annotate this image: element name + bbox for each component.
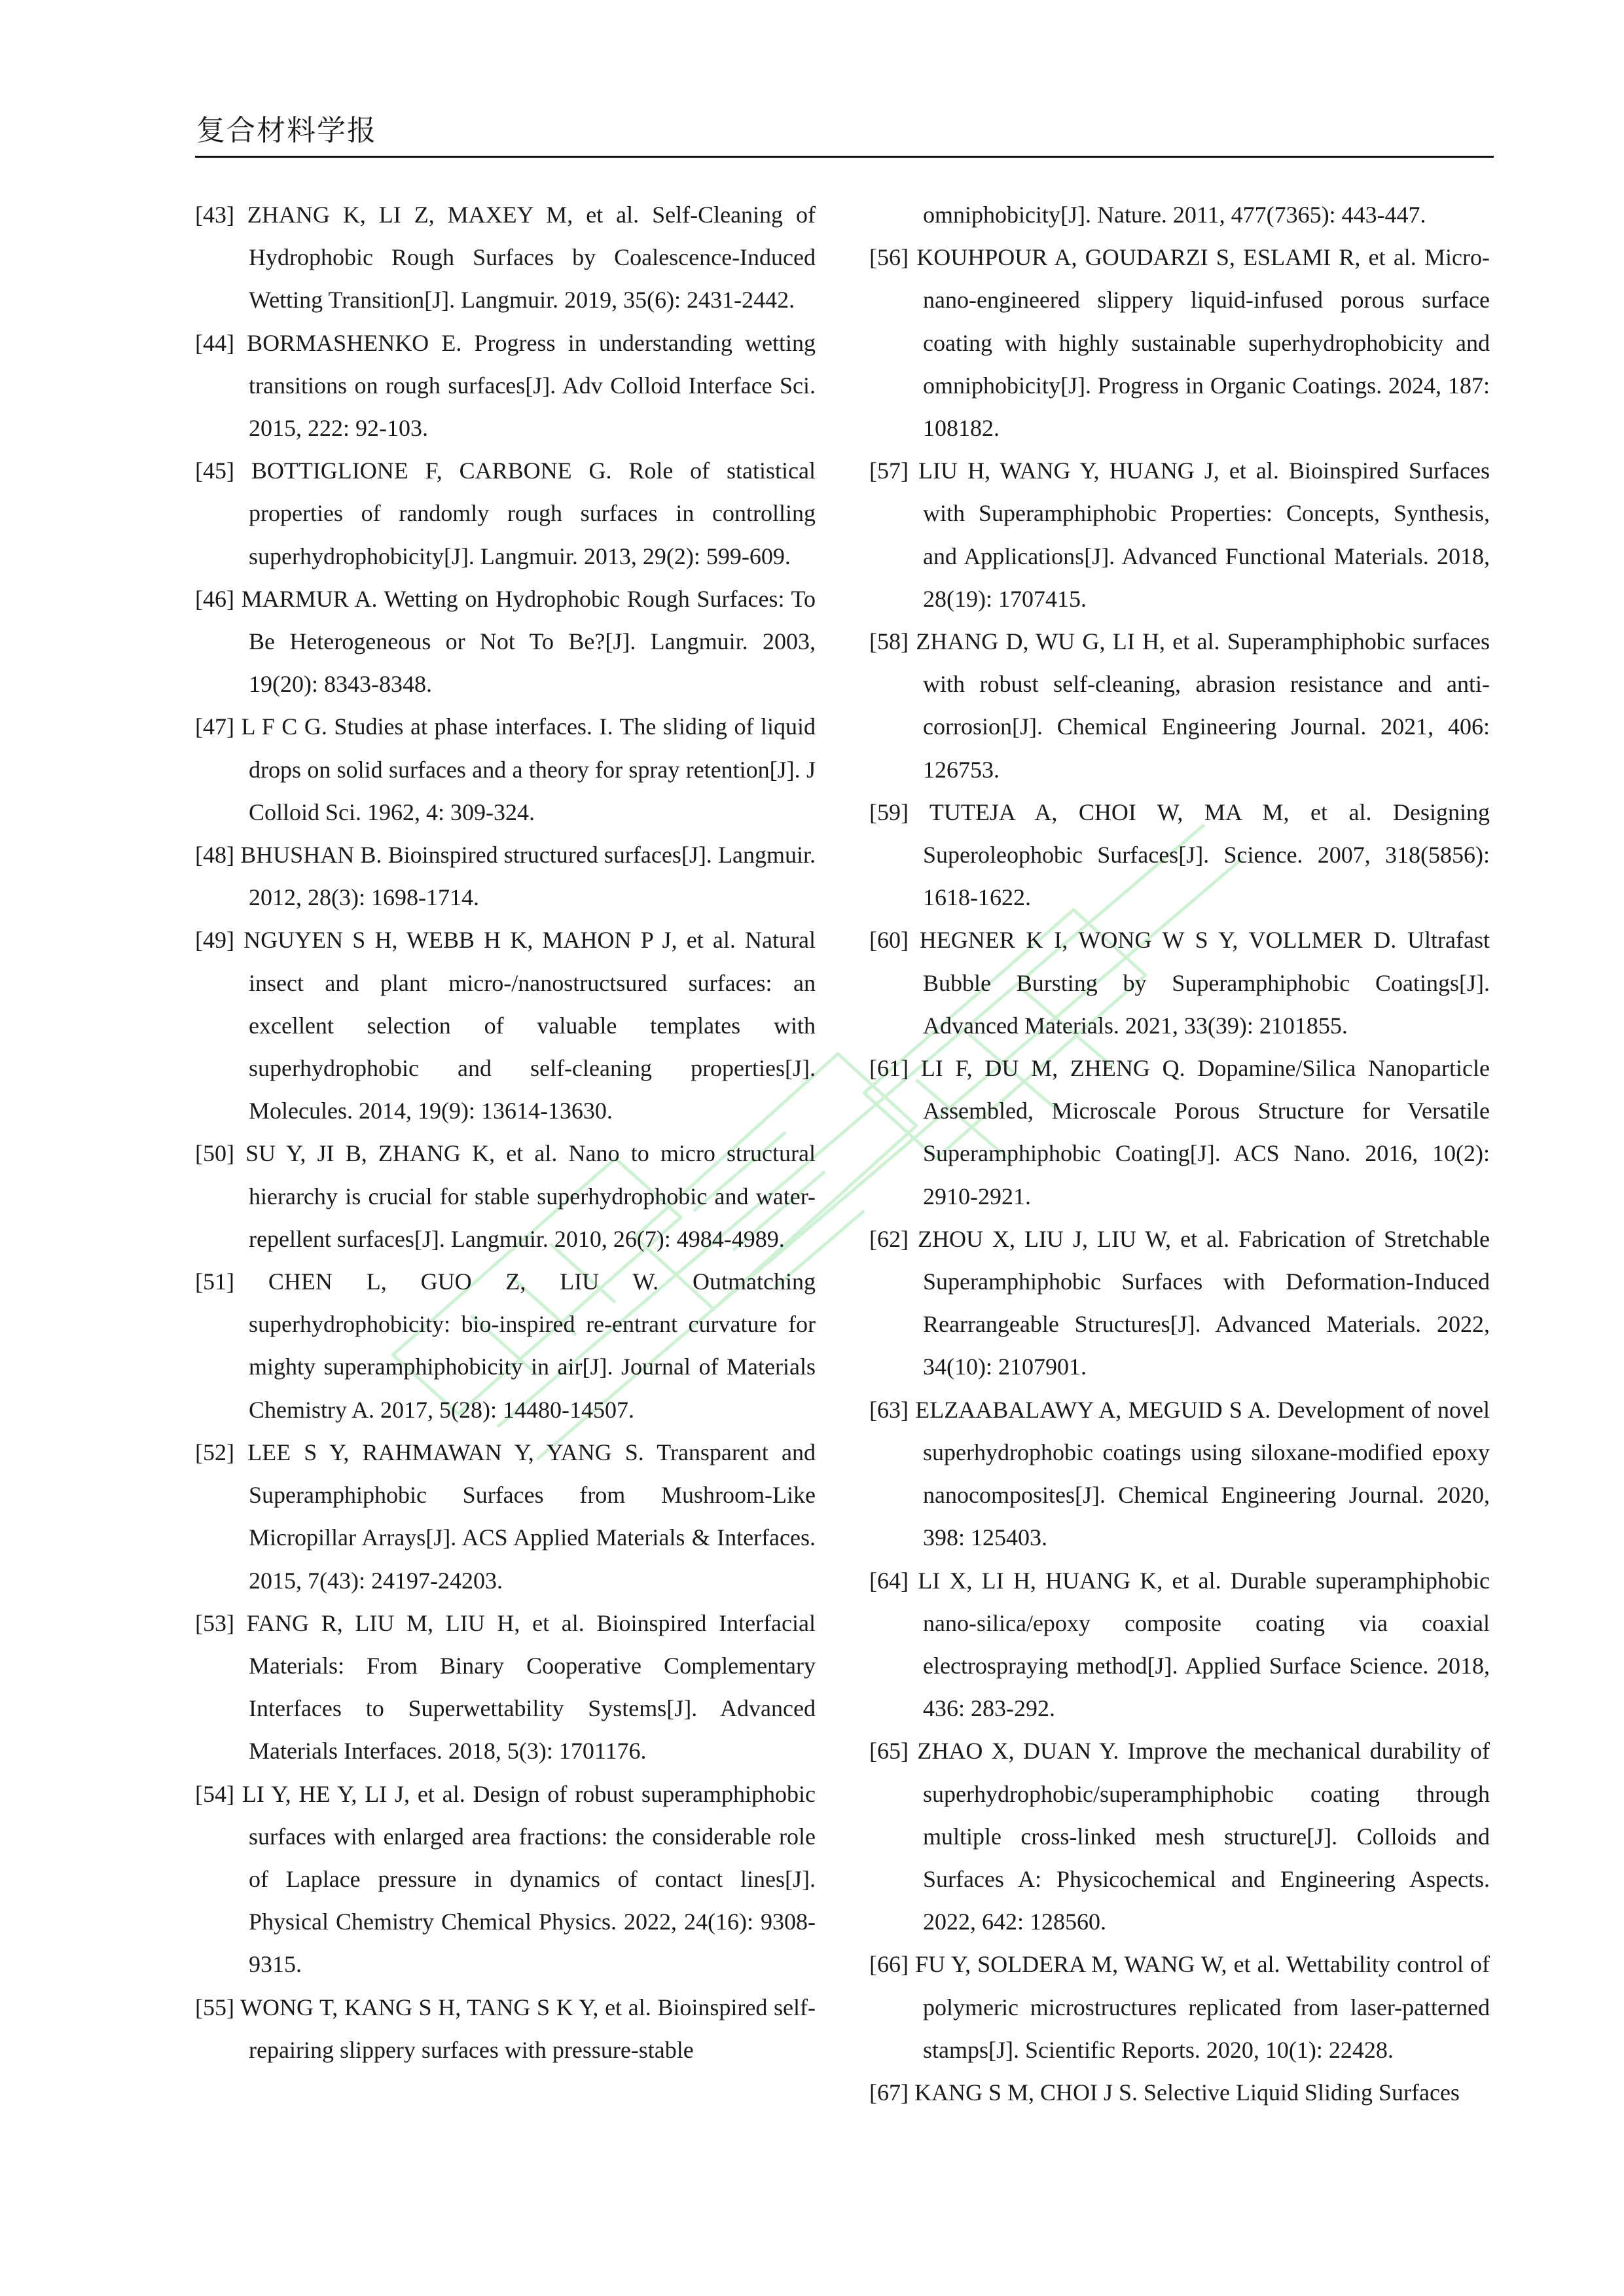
reference-64: [64] LI X, LI H, HUANG K, et al. Durable superamphiphobic nano-silica/epoxy composite coating via coaxial electrospraying method[J]. Applied Surface Science. 2018, 436: 283-292. (869, 1567, 1490, 1722)
reference-59: [59] TUTEJA A, CHOI W, MA M, et al. Designing Superoleophobic Surfaces[J]. Science. 2007, 318(5856): 1618-1622. (869, 798, 1490, 911)
reference-58: [58] ZHANG D, WU G, LI H, et al. Superamphiphobic surfaces with robust self-cleaning, abrasion resistance and anti-corrosion[J]. Chemical Engineering Journal. 2021, 406: 126753. (869, 628, 1490, 783)
reference-61: [61] LI F, DU M, ZHENG Q. Dopamine/Silica Nanoparticle Assembled, Microscale Porous Structure for Versatile Superamphiphobic Coating[J]. ACS Nano. 2016, 10(2): 2910-2921. (869, 1055, 1490, 1210)
reference-47: [47] L F C G. Studies at phase interfaces. I. The sliding of liquid drops on solid surfaces and a theory for spray retention[J]. J Colloid Sci. 1962, 4: 309-324. (195, 713, 816, 825)
reference-52: [52] LEE S Y, RAHMAWAN Y, YANG S. Transparent and Superamphiphobic Surfaces from Mushroom-Like Micropillar Arrays[J]. ACS Applied Materials & Interfaces. 2015, 7(43): 24197-24203. (195, 1439, 816, 1594)
reference-53: [53] FANG R, LIU M, LIU H, et al. Bioinspired Interfacial Materials: From Binary Cooperative Complementary Interfaces to Superwettability Systems[J]. Advanced Materials Interfaces. 2018, 5(3): 1701176. (195, 1609, 816, 1765)
reference-48: [48] BHUSHAN B. Bioinspired structured surfaces[J]. Langmuir. 2012, 28(3): 1698-1714. (195, 842, 816, 911)
reference-44: [44] BORMASHENKO E. Progress in understanding wetting transitions on rough surfaces[J]. Adv Colloid Interface Sci. 2015, 222: 92-103. (195, 329, 816, 442)
journal-title: 复合材料学报 (196, 114, 377, 147)
reference-67: [67] KANG S M, CHOI J S. Selective Liquid Sliding Surfaces (869, 2079, 1460, 2106)
reference-62: [62] ZHOU X, LIU J, LIU W, et al. Fabrication of Stretchable Superamphiphobic Surfaces with Deformation‐Induced Rearrangeable Structures[J]. Advanced Materials. 2022, 34(10): 2107901. (869, 1225, 1490, 1380)
reference-45: [45] BOTTIGLIONE F, CARBONE G. Role of statistical properties of randomly rough surfaces in controlling superhydrophobicity[J]. Langmuir. 2013, 29(2): 599-609. (195, 457, 816, 569)
references-left-column (195, 194, 816, 2072)
reference-60: [60] HEGNER K I, WONG W S Y, VOLLMER D. Ultrafast Bubble Bursting by Superamphiphobic Coatings[J]. Advanced Materials. 2021, 33(39): 2101855. (869, 927, 1490, 1039)
references-right-column (869, 194, 1490, 2114)
reference-65: [65] ZHAO X, DUAN Y. Improve the mechanical durability of superhydrophobic/superamphiphobic coating through multiple cross-linked mesh structure[J]. Colloids and Surfaces A: Physicochemical and Engineering Aspects. 2022, 642: 128560. (869, 1738, 1490, 1935)
reference-56: [56] KOUHPOUR A, GOUDARZI S, ESLAMI R, et al. Micro-nano-engineered slippery liquid-infused porous surface coating with highly sustainable superhydrophobicity and omniphobicity[J]. Progress in Organic Coatings. 2024, 187: 108182. (869, 244, 1490, 442)
reference-66: [66] FU Y, SOLDERA M, WANG W, et al. Wettability control of polymeric microstructures replicated from laser-patterned stamps[J]. Scientific Reports. 2020, 10(1): 22428. (869, 1951, 1490, 2063)
reference-43: [43] ZHANG K, LI Z, MAXEY M, et al. Self-Cleaning of Hydrophobic Rough Surfaces by Coalescence-Induced Wetting Transition[J]. Langmuir. 2019, 35(6): 2431-2442. (195, 202, 816, 314)
reference-50: [50] SU Y, JI B, ZHANG K, et al. Nano to micro structural hierarchy is crucial for stable superhydrophobic and water-repellent surfaces[J]. Langmuir. 2010, 26(7): 4984-4989. (195, 1140, 816, 1252)
reference-46: [46] MARMUR A. Wetting on Hydrophobic Rough Surfaces: To Be Heterogeneous or Not To Be?[J]. Langmuir. 2003, 19(20): 8343-8348. (195, 585, 816, 698)
reference-63: [63] ELZAABALAWY A, MEGUID S A. Development of novel superhydrophobic coatings using siloxane-modified epoxy nanocomposites[J]. Chemical Engineering Journal. 2020, 398: 125403. (869, 1396, 1490, 1551)
reference-55-continued: omniphobicity[J]. Nature. 2011, 477(7365): 443-447. (923, 202, 1426, 228)
reference-51: [51] CHEN L, GUO Z, LIU W. Outmatching superhydrophobicity: bio-inspired re-entrant curvature for mighty superamphiphobicity in air[J]. Journal of Materials Chemistry A. 2017, 5(28): 14480-14507. (195, 1268, 816, 1423)
reference-57: [57] LIU H, WANG Y, HUANG J, et al. Bioinspired Surfaces with Superamphiphobic Properties: Concepts, Synthesis, and Applications[J]. Advanced Functional Materials. 2018, 28(19): 1707415. (869, 457, 1490, 612)
reference-49: [49] NGUYEN S H, WEBB H K, MAHON P J, et al. Natural insect and plant micro-/nanostructsured surfaces: an excellent selection of valuable templates with superhydrophobic and self-cleaning properties[J]. Molecules. 2014, 19(9): 13614-13630. (195, 927, 816, 1124)
reference-55: [55] WONG T, KANG S H, TANG S K Y, et al. Bioinspired self-repairing slippery surfaces with pressure-stable (195, 1994, 816, 2063)
reference-54: [54] LI Y, HE Y, LI J, et al. Design of robust superamphiphobic surfaces with enlarged area fractions: the considerable role of Laplace pressure in dynamics of contact lines[J]. Physical Chemistry Chemical Physics. 2022, 24(16): 9308-9315. (195, 1780, 816, 1978)
header-rule (195, 156, 1494, 158)
